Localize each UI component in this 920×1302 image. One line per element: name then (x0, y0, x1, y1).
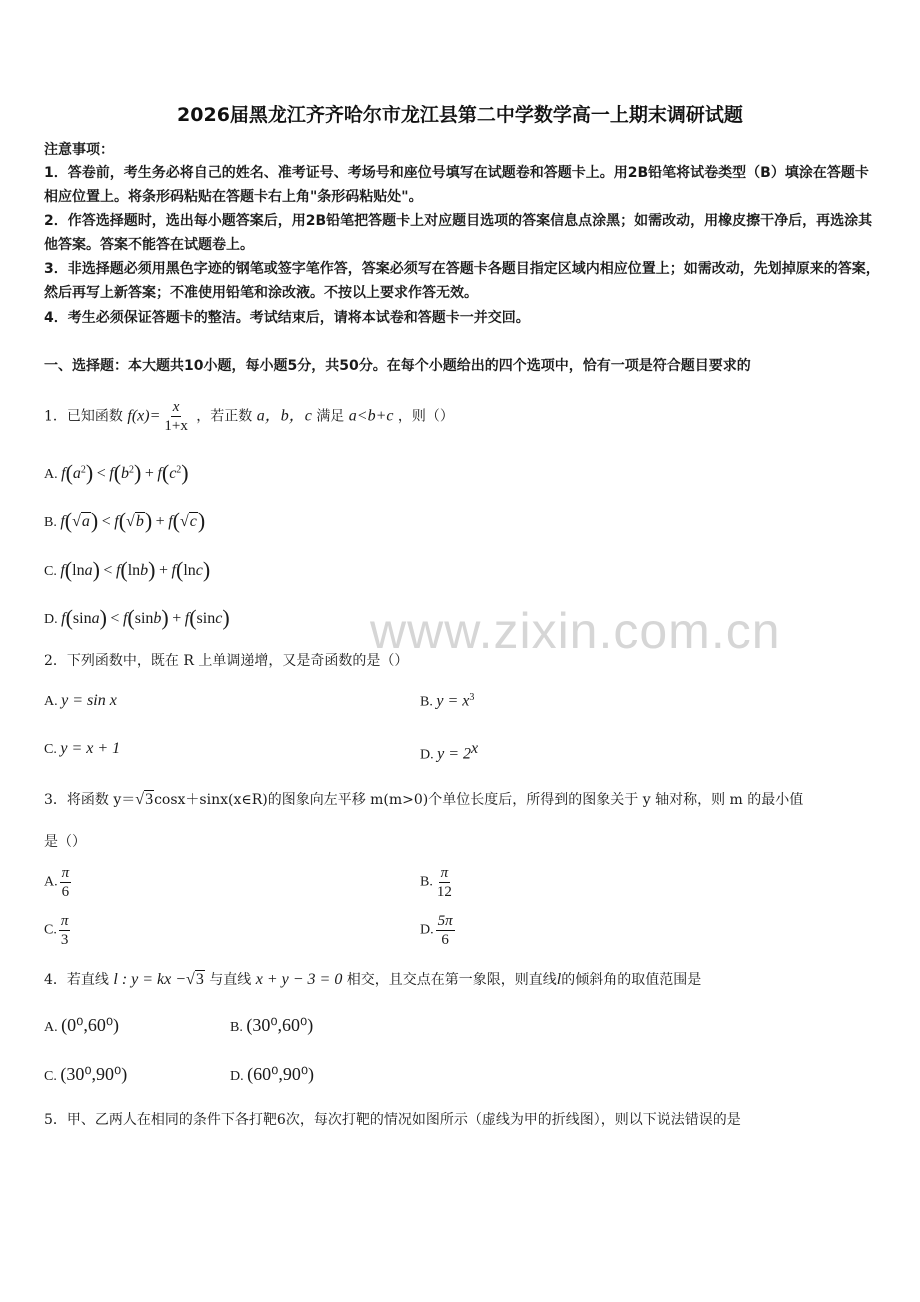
q4-stem-b: 与直线 (209, 972, 252, 988)
q2-option-b[interactable] (420, 692, 474, 711)
q2-option-c-label: C. (44, 742, 57, 757)
q4-option-b-text: (30⁰,60⁰) (246, 1015, 314, 1035)
q1-fx: f(x)= (127, 407, 161, 425)
watermark: www.zixin.com.cn (370, 603, 781, 659)
q4-sqrt: 3 (195, 971, 204, 988)
q1-cond: a<b+c (348, 407, 394, 425)
q3-stem-a: 3．将函数 y＝ (44, 792, 136, 808)
q4-line1: l : y = kx − (113, 971, 187, 988)
q3-option-b-num: π (440, 865, 449, 881)
q1-tail: ，则（） (397, 408, 454, 425)
q1-cond-lead: 满足 (316, 408, 345, 425)
q4-option-b-label: B. (230, 1020, 243, 1035)
q3-option-a-den: 6 (61, 884, 70, 900)
q3-option-a-num: π (61, 865, 70, 881)
q4-option-c-text: (30⁰,90⁰) (60, 1064, 128, 1084)
q1-frac-den: 1+x (164, 418, 188, 434)
q3-option-d-label: D. (420, 922, 434, 938)
q4-option-b[interactable] (230, 1015, 313, 1036)
section-heading: 一、选择题：本大题共10小题，每小题5分，共50分。在每个小题给出的四个选项中，恰有一项是符合题目要求的 (44, 358, 751, 374)
q3-option-b-den: 12 (436, 884, 452, 900)
q2-option-c[interactable] (44, 740, 120, 758)
q4-option-c-label: C. (44, 1069, 57, 1084)
q4-option-d-text: (60⁰,90⁰) (247, 1064, 315, 1084)
q1-vars: a，b，c (256, 407, 312, 425)
q3-option-c[interactable] (44, 912, 72, 949)
q1-option-c[interactable]: C. f(lna) < f(lnb) + f(lnc) (44, 557, 211, 582)
q1-option-a[interactable]: A. $f(a^2) < f(b^2) + f(c^2)$ (44, 460, 189, 485)
q2-option-b-text: y = x (436, 692, 470, 710)
q4-line2: x + y − 3 = 0 (255, 971, 343, 988)
q2-option-c-text: y = x + 1 (60, 740, 121, 757)
q1-option-a-label: A. (44, 467, 58, 482)
q3-option-d-den: 6 (441, 932, 449, 948)
q3-option-b[interactable] (420, 864, 456, 901)
q4-option-d[interactable] (230, 1064, 314, 1085)
q3-option-c-den: 3 (60, 932, 69, 948)
q4-option-a-label: A. (44, 1020, 58, 1035)
q3-option-b-label: B. (420, 874, 433, 890)
page-title: 2026届黑龙江齐齐哈尔市龙江县第二中学数学高一上期末调研试题 (177, 104, 743, 126)
note-item-4: 4．考生必须保证答题卡的整洁。考试结束后，请将本试卷和答题卡一并交回。 (44, 310, 530, 326)
q3-stem-c: 是（） (44, 834, 86, 850)
note-item-3: 3．非选择题必须用黑色字迹的钢笔或签字笔作答，答案必须写在答题卡各题目指定区域内相应位置上；如需改动，先划掉原来的答案，然后再写上新答案；不准使用铅笔和涂改液。不按以上要求作答无效。 (44, 261, 880, 301)
q4-option-a-text: (0⁰,60⁰) (61, 1015, 120, 1035)
q4-option-d-label: D. (230, 1069, 244, 1084)
q1-mid: ，若正数 (196, 408, 253, 425)
q2-option-d-text: y = 2 (437, 745, 472, 763)
q1-frac-num: x (172, 399, 180, 415)
q2-option-a-label: A. (44, 694, 58, 709)
q3-option-c-num: π (60, 913, 69, 929)
q3-option-a[interactable] (44, 864, 73, 901)
q2-option-a[interactable] (44, 692, 117, 710)
question-1 (44, 398, 880, 435)
q1-option-b[interactable]: B. f(√a) < f(√b) + f(√c) (44, 508, 206, 533)
q4-option-a[interactable] (44, 1015, 119, 1036)
q3-sqrt: 3 (145, 791, 154, 808)
q4-stem-d: 的倾斜角的取值范围是 (561, 972, 702, 988)
q1-option-b-label: B. (44, 515, 57, 530)
question-3: 3．将函数 y＝√3cosx＋sinx(x∈R)的图象向左平移 m(m>0)个单位长度后，所得到的图象关于 y 轴对称，则 m 的最小值 (44, 791, 804, 808)
q3-option-a-label: A. (44, 874, 58, 890)
q4-option-c[interactable] (44, 1064, 127, 1085)
q4-l: l (556, 971, 562, 988)
q2-option-b-sup: 3 (469, 692, 475, 703)
q1-fraction (162, 398, 189, 435)
q2-option-b-label: B. (420, 694, 433, 710)
question-5: 5．甲、乙两人在相同的条件下各打靶6次，每次打靶的情况如图所示（虚线为甲的折线图），则以下说法错误的是 (44, 1112, 741, 1128)
question-2: 2．下列函数中，既在 R 上单调递增，又是奇函数的是（） (44, 653, 409, 669)
q3-stem-b: cosx＋sinx(x∈R)的图象向左平移 m(m>0)个单位长度后，所得到的图象关于 y 轴对称，则 m 的最小值 (154, 792, 804, 808)
notes-heading: 注意事项： (44, 142, 114, 158)
q1-option-d[interactable]: D. f(sina) < f(sinb) + f(sinc) (44, 605, 230, 630)
q3-option-d-num: 5π (437, 913, 453, 929)
note-item-1: 1．答卷前，考生务必将自己的姓名、准考证号、考场号和座位号填写在试题卷和答题卡上。用2B铅笔将试卷类型（B）填涂在答题卡相应位置上。将条形码粘贴在答题卡右上角"条形码粘贴处"。 (44, 165, 869, 205)
q3-option-d[interactable] (420, 912, 457, 949)
question-4: 4．若直线 l : y = kx −√3 与直线 x + y − 3 = 0 相交，且交点在第一象限，则直线l的倾斜角的取值范围是 (44, 971, 702, 988)
q1-option-c-label: C. (44, 564, 57, 579)
q2-option-d-sup: x (471, 740, 479, 757)
q2-option-a-text: y = sin x (61, 692, 117, 709)
note-item-2: 2．作答选择题时，选出每小题答案后，用2B铅笔把答题卡上对应题目选项的答案信息点涂黑；如需改动，用橡皮擦干净后，再选涂其他答案。答案不能答在试题卷上。 (44, 213, 873, 253)
q4-stem-c: 相交，且交点在第一象限，则直线 (346, 972, 557, 988)
q3-option-c-label: C. (44, 922, 57, 938)
q4-stem-a: 4．若直线 (44, 972, 109, 988)
q2-option-d-label: D. (420, 747, 434, 763)
q1-option-d-label: D. (44, 612, 58, 627)
q1-number: 1．已知函数 (44, 408, 123, 425)
q2-option-d[interactable] (420, 740, 478, 764)
